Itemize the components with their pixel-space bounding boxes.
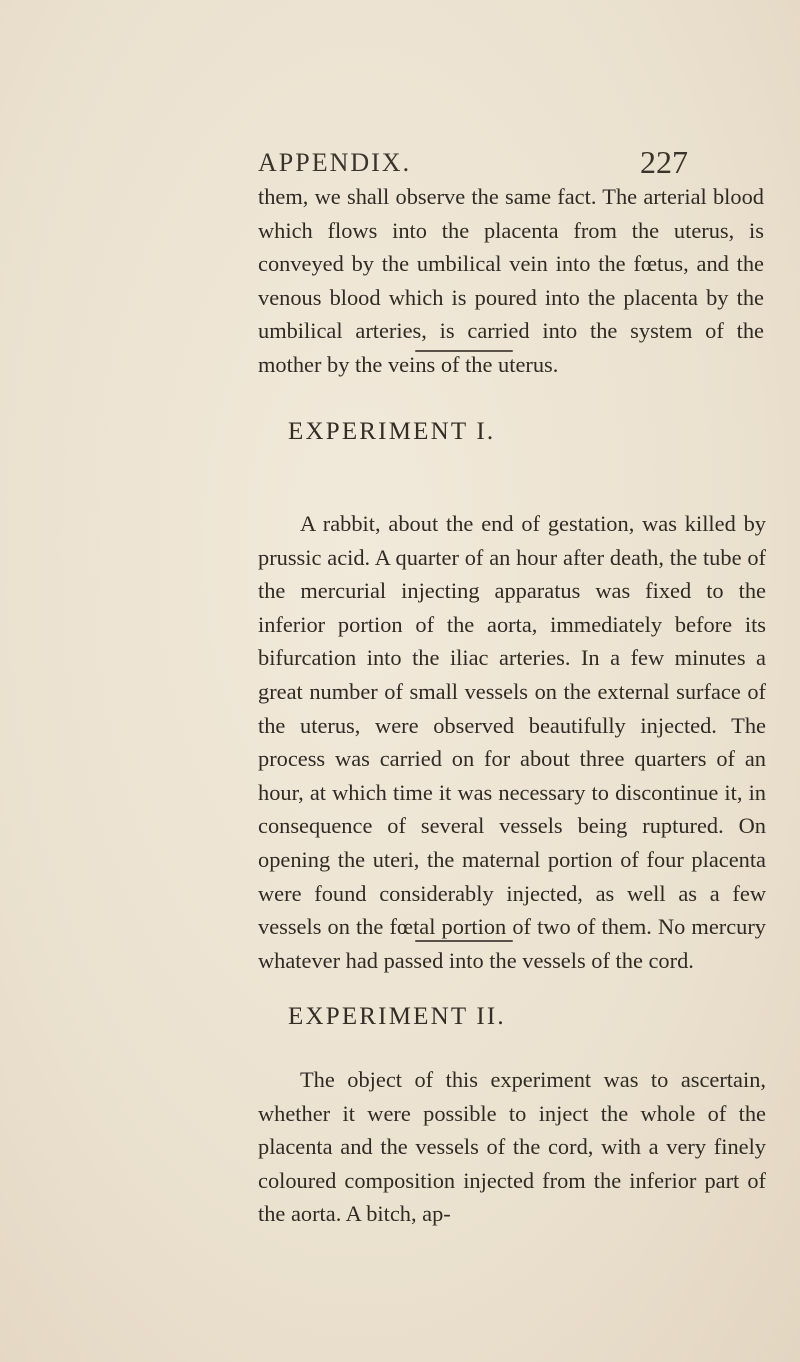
section-divider	[415, 940, 513, 942]
paragraph-intro: them, we shall observe the same fact. The arterial blood which flows into the placenta from the uterus, is conveyed by the umbilical vein into the fœtus, and the venous blood which is poured into the placenta by the umbilical arteries, is carried into the system of the mother by the veins of the uterus.	[258, 184, 764, 377]
paragraph-experiment-1: A rabbit, about the end of gestation, was killed by prussic acid. A quarter of an hour after death, the tube of the mercurial injecting apparatus was fixed to the inferior portion of the aorta, immediately before its bifurcation into the iliac arteries. In a few minutes a great number of small vessels on the external surface of the uterus, were observed beautifully injected. The process was carried on for about three quarters of an hour, at which time it was necessary to discontinue it, in consequence of several vessels being ruptured. On opening the uteri, the maternal portion of four placenta were found considerably injected, as well as a few vessels on the fœtal portion of two of them. No mercury whatever had passed into the vessels of the cord.	[258, 511, 766, 973]
section-heading-experiment-2: EXPERIMENT II.	[288, 1003, 506, 1030]
section-divider	[415, 350, 513, 352]
running-head: APPENDIX.	[258, 148, 412, 177]
page-number: 227	[640, 144, 688, 180]
section-heading-experiment-1: EXPERIMENT I.	[288, 418, 496, 445]
paragraph-experiment-2: The object of this experiment was to ascertain, whether it were possible to inject the whole of the placenta and the vessels of the cord, with a very finely coloured composition injected from the inferior part of the aorta. A bitch, ap-	[258, 1067, 766, 1227]
